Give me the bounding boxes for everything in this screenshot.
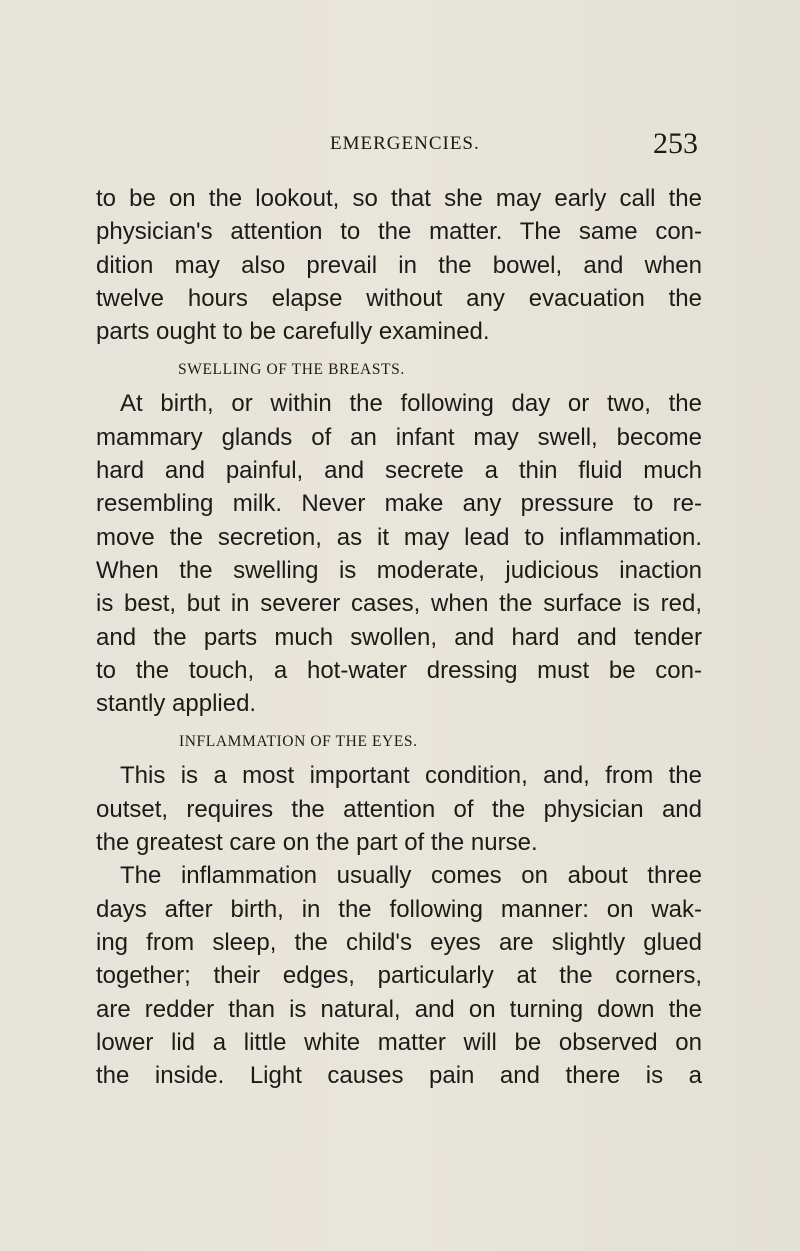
text-line: is best, but in severer cases, when the surface is red, xyxy=(96,590,702,618)
text-line: lower lid a little white matter will be observed on xyxy=(96,1028,702,1056)
text-line: When the swelling is moderate, judicious inaction xyxy=(96,556,702,584)
page-number: 253 xyxy=(653,127,698,160)
text-line: The inflammation usually comes on about three xyxy=(120,862,702,890)
text-line: are redder than is natural, and on turning down the xyxy=(96,995,702,1023)
text-line: physician's attention to the matter. The same con- xyxy=(96,218,702,246)
running-head xyxy=(0,127,800,173)
text-line: and the parts much swollen, and hard and tender xyxy=(96,623,702,651)
text-line: mammary glands of an infant may swell, become xyxy=(96,423,702,451)
text-line: At birth, or within the following day or two, the xyxy=(120,390,702,418)
text-line: stantly applied. xyxy=(96,690,257,718)
paragraph-swelling xyxy=(96,387,702,720)
running-head-title: EMERGENCIES. xyxy=(330,133,480,154)
paragraph-eyes xyxy=(96,759,702,1092)
text-line: ing from sleep, the child's eyes are slightly glued xyxy=(96,928,702,956)
text-line: This is a most important condition, and, from the xyxy=(120,762,702,790)
text-line: move the secretion, as it may lead to inflammation. xyxy=(96,523,702,551)
text-line: together; their edges, particularly at the corners, xyxy=(96,962,702,990)
paragraph-continued xyxy=(96,182,702,348)
text-line: the greatest care on the part of the nurse. xyxy=(96,829,538,857)
text-line: the inside. Light causes pain and there is a xyxy=(96,1062,702,1090)
text-line: hard and painful, and secrete a thin fluid much xyxy=(96,457,702,485)
text-line: to the touch, a hot-water dressing must be con- xyxy=(96,656,702,684)
text-line: resembling milk. Never make any pressure to re- xyxy=(96,490,702,518)
text-line: parts ought to be carefully examined. xyxy=(96,318,490,346)
section-heading-swelling: SWELLING OF THE BREASTS. xyxy=(178,361,405,379)
text-line: dition may also prevail in the bowel, and when xyxy=(96,251,702,279)
text-line: twelve hours elapse without any evacuation the xyxy=(96,284,702,312)
body-text xyxy=(96,182,702,1092)
section-heading-eyes: INFLAMMATION OF THE EYES. xyxy=(179,733,418,751)
text-line: outset, requires the attention of the physician and xyxy=(96,795,702,823)
text-line: to be on the lookout, so that she may early call the xyxy=(96,185,702,212)
text-line: days after birth, in the following manner: on wak- xyxy=(96,895,702,923)
